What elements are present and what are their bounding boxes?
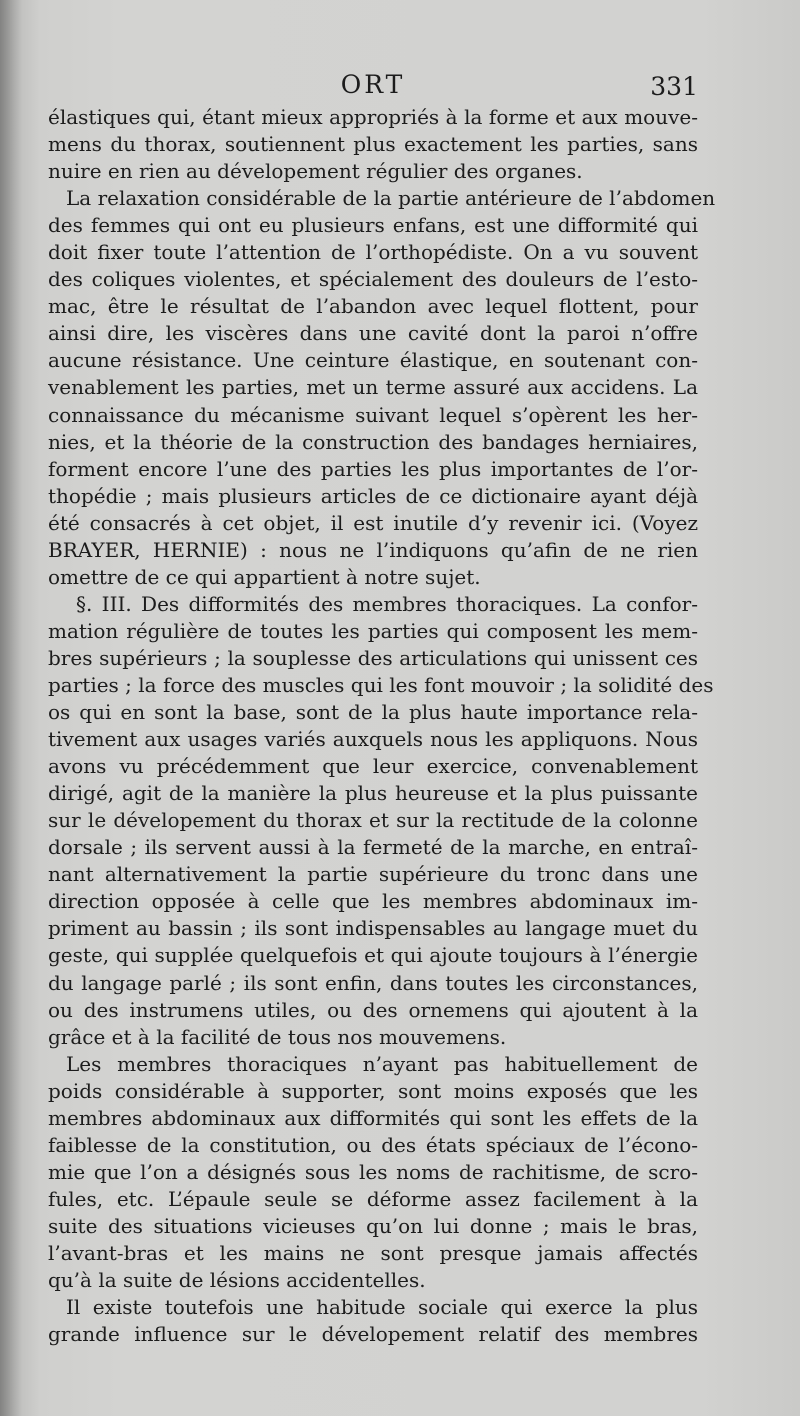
text-line: geste, qui supplée quelquefois et qui ajoute toujours à l’énergie bbox=[48, 943, 698, 968]
text-line: poids considérable à supporter, sont moins exposés que les bbox=[48, 1078, 698, 1103]
text-line: tivement aux usages variés auxquels nous les appliquons. Nous bbox=[48, 727, 698, 752]
text-line: élastiques qui, étant mieux appropriés à la forme et aux mouve- bbox=[48, 105, 698, 129]
text-line: dorsale ; ils servent aussi à la fermeté de la marche, en entraî- bbox=[48, 835, 698, 860]
text-line: mie que l’on a désignés sous les noms de rachitisme, de scro- bbox=[48, 1159, 698, 1184]
text-line: aucune résistance. Une ceinture élastique, en soutenant con- bbox=[48, 348, 698, 373]
text-line: ainsi dire, les viscères dans une cavité dont la paroi n’offre bbox=[48, 321, 698, 346]
body-text bbox=[48, 104, 716, 1348]
binding-shadow bbox=[0, 0, 22, 1416]
text-line: venablement les parties, met un terme assuré aux accidens. La bbox=[48, 375, 698, 400]
text-line: La relaxation considérable de la partie antérieure de l’abdomen bbox=[66, 186, 716, 211]
text-line: qu’à la suite de lésions accidentelles. bbox=[48, 1268, 426, 1293]
text-line: des coliques violentes, et spécialement des douleurs de l’esto- bbox=[48, 267, 698, 292]
text-line: bres supérieurs ; la souplesse des articulations qui unissent ces bbox=[48, 645, 698, 670]
text-line: du langage parlé ; ils sont enfin, dans toutes les circonstances, bbox=[48, 970, 698, 995]
text-line: direction opposée à celle que les membres abdominaux im- bbox=[48, 889, 698, 914]
text-line: connaissance du mécanisme suivant lequel s’opèrent les her- bbox=[48, 402, 698, 427]
text-line: nuire en rien au dévelopement régulier des organes. bbox=[48, 159, 583, 184]
text-line: BRAYER, HERNIE) : nous ne l’indiquons qu’afin de ne rien bbox=[48, 537, 698, 562]
text-line: grâce et à la facilité de tous nos mouvemens. bbox=[48, 1024, 507, 1049]
text-line: nant alternativement la partie supérieure du tronc dans une bbox=[48, 862, 698, 887]
text-line: fules, etc. L’épaule seule se déforme assez facilement à la bbox=[48, 1186, 698, 1211]
text-line: omettre de ce qui appartient à notre sujet. bbox=[48, 564, 481, 589]
running-head: ORT bbox=[340, 70, 406, 99]
text-line: nies, et la théorie de la construction des bandages herniaires, bbox=[48, 429, 698, 454]
text-line: été consacrés à cet objet, il est inutile d’y revenir ici. (Voyez bbox=[48, 510, 698, 535]
text-line: faiblesse de la constitution, ou des états spéciaux de l’écono- bbox=[48, 1132, 698, 1157]
page-number: 331 bbox=[650, 72, 698, 101]
text-line: avons vu précédemment que leur exercice, convenablement bbox=[48, 754, 698, 779]
text-line: sur le dévelopement du thorax et sur la rectitude de la colonne bbox=[48, 808, 698, 833]
text-line: l’avant-bras et les mains ne sont presque jamais affectés bbox=[48, 1240, 698, 1265]
text-line: dirigé, agit de la manière la plus heureuse et la plus puissante bbox=[48, 781, 698, 806]
section-heading-line: §. III. Des difformités des membres thoraciques. La confor- bbox=[76, 591, 698, 616]
text-line: des femmes qui ont eu plusieurs enfans, est une difformité qui bbox=[48, 213, 698, 238]
text-line: suite des situations vicieuses qu’on lui donne ; mais le bras, bbox=[48, 1213, 698, 1238]
text-line: os qui en sont la base, sont de la plus haute importance rela- bbox=[48, 700, 698, 725]
text-line: forment encore l’une des parties les plus importantes de l’or- bbox=[48, 456, 698, 481]
text-line: membres abdominaux aux difformités qui sont les effets de la bbox=[48, 1105, 698, 1130]
text-line: priment au bassin ; ils sont indispensables au langage muet du bbox=[48, 916, 698, 941]
text-line: Les membres thoraciques n’ayant pas habituellement de bbox=[66, 1051, 698, 1076]
text-line: mation régulière de toutes les parties qui composent les mem- bbox=[48, 618, 698, 643]
text-line: parties ; la force des muscles qui les font mouvoir ; la solidité des bbox=[48, 672, 714, 697]
text-line: grande influence sur le dévelopement relatif des membres bbox=[48, 1322, 698, 1347]
text-line: doit fixer toute l’attention de l’orthopédiste. On a vu souvent bbox=[48, 240, 698, 265]
text-line: Il existe toutefois une habitude sociale qui exerce la plus bbox=[66, 1295, 698, 1320]
text-line: mens du thorax, soutiennent plus exactement les parties, sans bbox=[48, 132, 698, 157]
text-line: thopédie ; mais plusieurs articles de ce dictionaire ayant déjà bbox=[48, 483, 698, 508]
text-line: ou des instrumens utiles, ou des ornemens qui ajoutent à la bbox=[48, 997, 698, 1022]
text-line: mac, être le résultat de l’abandon avec lequel flottent, pour bbox=[48, 294, 698, 319]
